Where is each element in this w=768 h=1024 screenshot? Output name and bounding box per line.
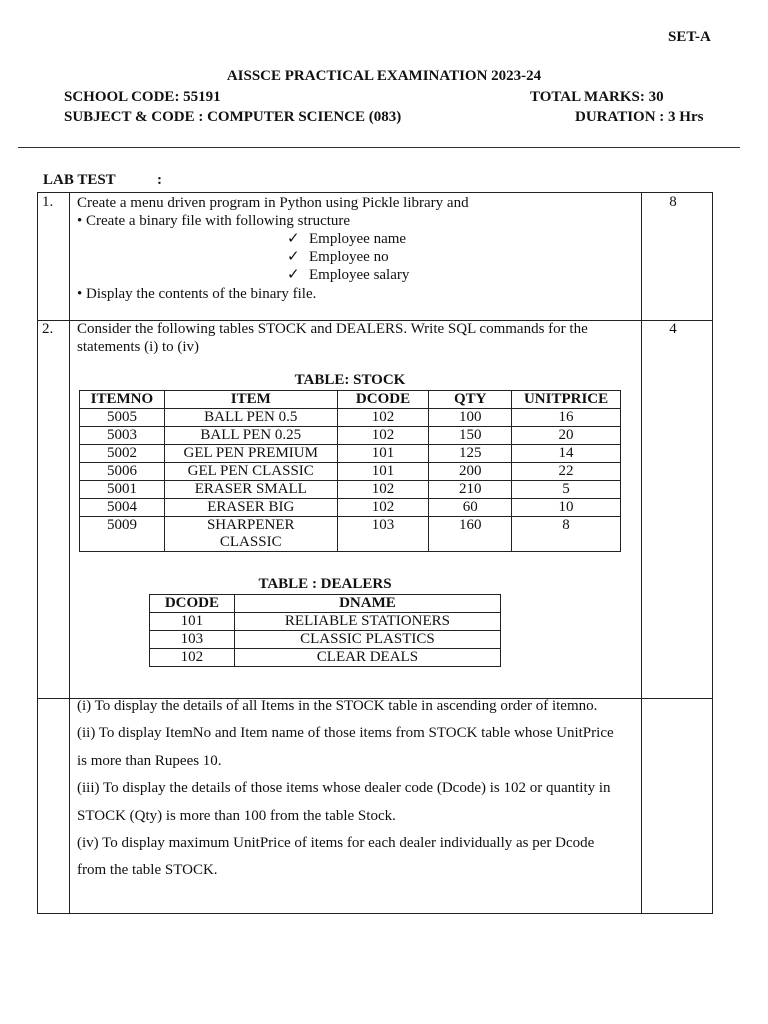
table-cell: 160: [429, 517, 512, 552]
question-2-marks: 4: [669, 321, 677, 337]
table-cell: 125: [429, 445, 512, 463]
table-cell: 5: [512, 481, 621, 499]
table-row: [80, 517, 621, 552]
checkmark-icon: ✓: [287, 249, 300, 265]
table-cell: ERASER SMALL: [164, 481, 337, 499]
table-cell: 10: [512, 499, 621, 517]
stock-header-row: [80, 391, 621, 409]
set-label: SET-A: [668, 29, 711, 45]
table-row: [80, 445, 621, 463]
table-row: [150, 613, 501, 631]
checklist-item: [287, 230, 406, 248]
checklist-item: [287, 248, 389, 266]
checklist-item: [287, 266, 409, 284]
table-cell: GEL PEN CLASSIC: [164, 463, 337, 481]
table-cell: 16: [512, 409, 621, 427]
statement-ii: (ii) To display ItemNo and Item name of those items from STOCK table whose UnitPrice is more than Rupees 10.: [77, 725, 614, 769]
statement-i: (i) To display the details of all Items in the STOCK table in ascending order of itemno.: [77, 698, 598, 714]
table-cell: 102: [337, 481, 429, 499]
table-cell: 20: [512, 427, 621, 445]
stock-table: [79, 390, 621, 552]
school-code: SCHOOL CODE: 55191: [64, 89, 221, 105]
dealers-header-row: [150, 595, 501, 613]
header-divider: [18, 147, 740, 148]
table-cell: 5009: [80, 517, 165, 552]
table-cell: 8: [512, 517, 621, 552]
lab-test-colon: :: [157, 172, 162, 188]
question-1-number: 1.: [42, 194, 54, 210]
total-marks: TOTAL MARKS: 30: [530, 89, 664, 105]
lab-test-label: LAB TEST: [43, 172, 116, 188]
table-cell: 150: [429, 427, 512, 445]
duration: DURATION : 3 Hrs: [575, 109, 704, 125]
table-cell: 100: [429, 409, 512, 427]
table-cell: 14: [512, 445, 621, 463]
table-cell: 101: [337, 463, 429, 481]
table-cell: 60: [429, 499, 512, 517]
statement-iv: (iv) To display maximum UnitPrice of items for each dealer individually as per Dcode from the table STOCK.: [77, 835, 595, 879]
question-1-marks: 8: [669, 194, 677, 210]
dealers-header-cell: DCODE: [150, 595, 235, 613]
question-1-line-1: Create a menu driven program in Python using Pickle library and: [77, 195, 469, 211]
table-cell: 102: [337, 499, 429, 517]
dealers-header-cell: DNAME: [234, 595, 500, 613]
table-cell: 102: [337, 409, 429, 427]
checklist-item-label: Employee salary: [309, 267, 410, 283]
table-cell: 101: [150, 613, 235, 631]
dealers-table-caption: TABLE : DEALERS: [258, 576, 392, 592]
table-cell: 103: [337, 517, 429, 552]
table-row: [150, 631, 501, 649]
table-cell: 22: [512, 463, 621, 481]
table-cell: 5004: [80, 499, 165, 517]
dealers-table: [149, 594, 501, 667]
table-cell: GEL PEN PREMIUM: [164, 445, 337, 463]
table-cell: 5003: [80, 427, 165, 445]
checklist-item-label: Employee no: [309, 249, 389, 265]
question-1-line-3: • Display the contents of the binary file.: [77, 286, 317, 302]
table-cell: 210: [429, 481, 512, 499]
table-cell: BALL PEN 0.5: [164, 409, 337, 427]
table-cell: 5006: [80, 463, 165, 481]
table-row: [80, 409, 621, 427]
table-cell: 5005: [80, 409, 165, 427]
table-cell: ERASER BIG: [164, 499, 337, 517]
table-cell: 5002: [80, 445, 165, 463]
table-cell: CLEAR DEALS: [234, 649, 500, 667]
table-row: [80, 499, 621, 517]
stock-header-cell: DCODE: [337, 391, 429, 409]
table-row: [80, 463, 621, 481]
col-divider-marks: [641, 193, 642, 913]
table-cell: BALL PEN 0.25: [164, 427, 337, 445]
table-cell: 200: [429, 463, 512, 481]
stock-header-cell: UNITPRICE: [512, 391, 621, 409]
checkmark-icon: ✓: [287, 231, 300, 247]
question-1-line-2: • Create a binary file with following structure: [77, 213, 351, 229]
question-2-intro: Consider the following tables STOCK and DEALERS. Write SQL commands for the statements (i) to (iv): [77, 321, 588, 355]
table-cell: SHARPENER CLASSIC: [164, 517, 337, 552]
sql-statements: [77, 693, 622, 885]
table-cell: 102: [337, 427, 429, 445]
stock-header-cell: ITEM: [164, 391, 337, 409]
table-row: [80, 427, 621, 445]
table-row: [150, 649, 501, 667]
statement-iii: (iii) To display the details of those items whose dealer code (Dcode) is 102 or quantity in STOCK (Qty) is more than 100 from the table Stock.: [77, 780, 611, 824]
question-2-number: 2.: [42, 321, 54, 337]
table-cell: RELIABLE STATIONERS: [234, 613, 500, 631]
subject-code: SUBJECT & CODE : COMPUTER SCIENCE (083): [64, 109, 402, 125]
table-cell: 102: [150, 649, 235, 667]
col-divider-num: [69, 193, 70, 913]
table-cell: 103: [150, 631, 235, 649]
table-cell: CLASSIC PLASTICS: [234, 631, 500, 649]
checklist-item-label: Employee name: [309, 231, 407, 247]
stock-header-cell: QTY: [429, 391, 512, 409]
table-cell: 101: [337, 445, 429, 463]
table-row: [80, 481, 621, 499]
stock-table-caption: TABLE: STOCK: [294, 372, 406, 388]
stock-header-cell: ITEMNO: [80, 391, 165, 409]
table-cell: 5001: [80, 481, 165, 499]
exam-title: AISSCE PRACTICAL EXAMINATION 2023-24: [226, 68, 542, 84]
checkmark-icon: ✓: [287, 267, 300, 283]
